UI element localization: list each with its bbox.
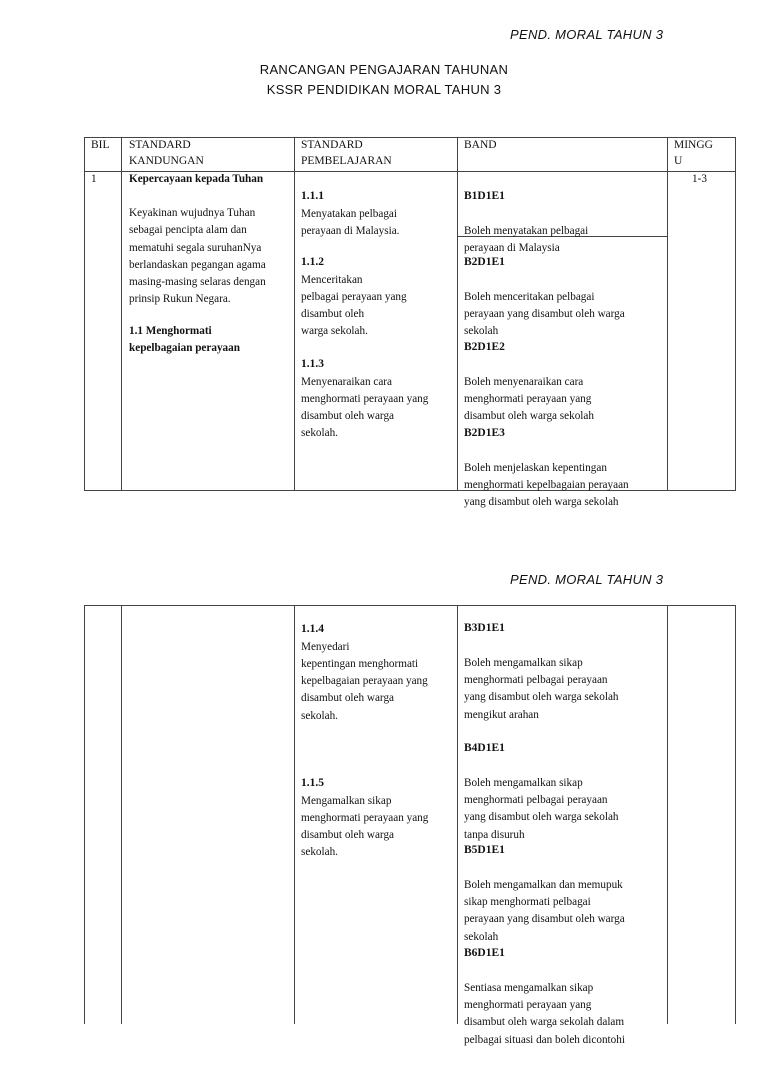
kandungan-title: Kepercayaan kepada Tuhan <box>129 173 264 185</box>
band-code: B2D1E3 <box>464 427 505 440</box>
kandungan-sub-standard: 1.1 Menghormati kepelbagaian perayaan <box>129 325 240 355</box>
table-border-left <box>84 137 85 491</box>
band-code: B6D1E1 <box>464 947 505 960</box>
sp-text: Menyedari kepentingan menghormati kepelbagaian perayaan yang disambut oleh warga sekolah. <box>301 640 428 722</box>
sp-code: 1.1.1 <box>301 190 324 203</box>
sp-item <box>301 237 455 341</box>
band-item <box>464 408 629 529</box>
band-text: Boleh menyenaraikan cara menghormati perayaan yang disambut oleh warga sekolah <box>464 375 594 423</box>
table-border-right <box>735 605 736 1024</box>
table-border-bottom <box>84 490 736 491</box>
header-standard-kandungan: STANDARD KANDUNGAN <box>129 139 204 167</box>
column-divider <box>457 137 458 491</box>
band-text: Sentiasa mengamalkan sikap menghormati perayaan yang disambut oleh warga sekolah dalam pelbagai situasi dan boleh dicontohi <box>464 981 625 1046</box>
document-subtitle: KSSR PENDIDIKAN MORAL TAHUN 3 <box>266 82 502 97</box>
sp-item <box>301 339 455 443</box>
band-item <box>464 928 625 1066</box>
header-standard-pembelajaran: STANDARD PEMBELAJARAN <box>301 139 392 167</box>
sp-code: 1.1.3 <box>301 358 324 371</box>
band-text: Boleh menyatakan pelbagai perayaan di Malaysia <box>464 224 589 255</box>
column-divider <box>667 137 668 491</box>
document-title: RANCANGAN PENGAJARAN TAHUNAN <box>259 62 509 77</box>
band-text: Boleh mengamalkan dan memupuk sikap menghormati pelbagai perayaan yang disambut oleh warga sekolah <box>464 878 625 943</box>
sp-code: 1.1.2 <box>301 256 324 269</box>
band-code: B2D1E2 <box>464 341 505 354</box>
sp-code: 1.1.5 <box>301 777 324 790</box>
column-divider <box>121 137 122 491</box>
sp-item <box>301 604 455 725</box>
band-code: B1D1E1 <box>464 190 505 203</box>
column-divider <box>457 605 458 1024</box>
kandungan-body: Keyakinan wujudnya Tuhan sebagai pencipta alam dan mematuhi segala suruhanNya berlandaskan pegangan agama masing-masing selaras dengan prinsip Rukun Negara. <box>129 207 266 306</box>
page-header-right: PEND. MORAL TAHUN 3 <box>510 27 664 42</box>
band-text: Boleh mengamalkan sikap menghormati pelbagai perayaan yang disambut oleh warga sekolah tanpa disuruh <box>464 776 619 841</box>
sp-text: Mengamalkan sikap menghormati perayaan yang disambut oleh warga sekolah. <box>301 794 429 859</box>
column-divider <box>667 605 668 1024</box>
band-text: Boleh menjelaskan kepentingan menghormati kepelbagaian perayaan yang disambut oleh warga sekolah <box>464 461 629 509</box>
band-code: B4D1E1 <box>464 742 505 755</box>
column-divider <box>121 605 122 1024</box>
band-code: B2D1E1 <box>464 256 505 269</box>
table-border-right <box>735 137 736 491</box>
sp-text: Menyenaraikan cara menghormati perayaan yang disambut oleh warga sekolah. <box>301 375 429 440</box>
band-text: Boleh mengamalkan sikap menghormati pelbagai perayaan yang disambut oleh warga sekolah mengikut arahan <box>464 656 619 721</box>
header-band: BAND <box>464 139 497 151</box>
header-bil: BIL <box>91 139 110 151</box>
band-text: Boleh menceritakan pelbagai perayaan yang disambut oleh warga sekolah <box>464 290 625 338</box>
sp-text: Menyatakan pelbagai perayaan di Malaysia. <box>301 207 400 237</box>
sp-item <box>301 171 455 240</box>
sp-text: Menceritakan pelbagai perayaan yang disambut oleh warga sekolah. <box>301 273 407 338</box>
cell-minggu: 1-3 <box>692 173 707 185</box>
header-minggu: MINGG U <box>674 139 713 167</box>
page-header-right: PEND. MORAL TAHUN 3 <box>510 572 664 587</box>
band-item <box>464 603 619 741</box>
table-border-left <box>84 605 85 1024</box>
cell-bil: 1 <box>91 173 97 185</box>
sp-code: 1.1.4 <box>301 623 324 636</box>
column-divider <box>294 605 295 1024</box>
column-divider <box>294 137 295 491</box>
band-code: B5D1E1 <box>464 844 505 857</box>
sp-item <box>301 758 455 862</box>
band-code: B3D1E1 <box>464 622 505 635</box>
